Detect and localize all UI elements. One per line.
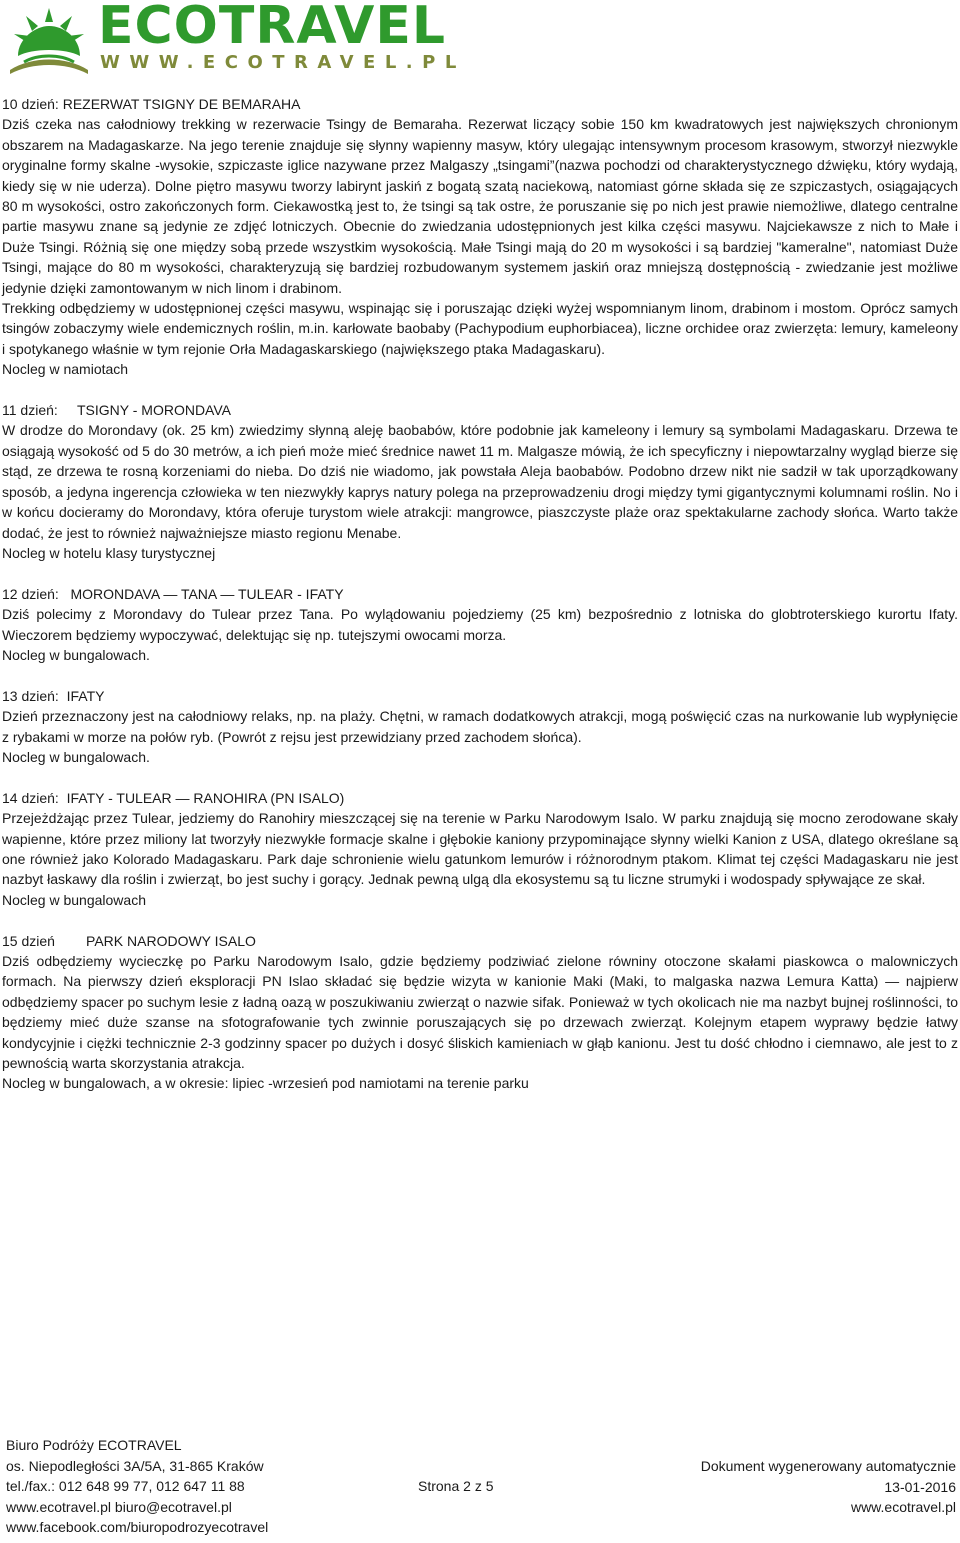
- day-title: 13 dzień: IFATY: [2, 687, 105, 704]
- page-header: [0, 0, 960, 80]
- document-meta: [701, 1456, 956, 1518]
- day-paragraph: Dziś odbędziemy wycieczkę po Parku Narodowym Isalo, gdzie będziemy podziwiać zielone równiny otoczone skałami piaskowca o malowniczych formach. Na pierwszy dzień eksploracji PN Islao składać się będzie wizyta w kanionie Maki (Maki, to malgaska nazwa Lemura Katta) — najpierw odbędziemy spacer po suchym lesie z ładną oazą w poszukiwaniu zwierząt o nazwie sifak. Ponieważ w tych okolicach nie ma nazbyt bujnej roślinności, to będziemy mieć duże szanse na sfotografowanie tych zwinnie poruszających się po drzewach zwierząt. Kolejnym etapem wyprawy będzie łatwy kondycyjnie i ciężki technicznie 2-3 godzinny spacer po dużych i dosyć śliskich kamieniach w głąb kanionu. Jest tu dość chłodno i ciemnawo, ale jest to z pewnością warta skorzystania atrakcja.: [2, 952, 958, 1072]
- document-date: 13-01-2016: [884, 1478, 956, 1495]
- day-12-section: [2, 584, 958, 666]
- page-footer: [6, 1435, 956, 1535]
- brand-name: ECOTRAVEL: [98, 0, 447, 56]
- accommodation-note: Nocleg w bungalowach, a w okresie: lipiec -wrzesień pod namiotami na terenie parku: [2, 1075, 529, 1092]
- day-title: 15 dzień PARK NARODOWY ISALO: [2, 932, 256, 949]
- day-paragraph: Przejeżdżając przez Tulear, jedziemy do Ranohiry mieszczącej się na terenie w Parku Narodowym Isalo. W parku znajdują się mocno zerodowane skały wapienne, które przez miliony lat tworzyły niezwykłe formacje skalne i głębokie kaniony przypominające słynny wielki Kanion z USA, dlatego określane są one również jako Kolorado Madagaskaru. Park daje schronienie wielu gatunkom lemurów i różnorodnym ptakom. Klimat tej części Madagaskaru nie jest nazbyt łaskawy dla roślin i zwierząt, bo jest suchy i gorący. Jednak pewną ulgą dla ekosystemu są tu liczne strumyki i wodospady spływające ze skał.: [2, 810, 958, 888]
- day-paragraph: Trekking odbędziemy w udostępnionej części masywu, wspinając się i poruszając dzięki wyżej wspomnianym linom, drabinom i mostom. Oprócz samych tsingów zobaczymy wiele endemicznych roślin, m.in. karłowate baobaby (Pachypodium euphorbiacea), liczne orchidee oraz zwierzęta: lemury, kameleony i spotykanego właśnie w tym rejonie Orła Madagaskarskiego (największego ptaka Madagaskaru).: [2, 300, 958, 357]
- accommodation-note: Nocleg w bungalowach.: [2, 748, 150, 765]
- day-paragraph: Dzień przeznaczony jest na całodniowy relaks, np. na plaży. Chętni, w ramach dodatkowych atrakcji, mogą poświęcić czas na nurkowanie lub wypłynięcie z rybakami w morze na połów ryb. (Powrót z rejsu jest przewidziany przed zachodem słońca).: [2, 708, 958, 745]
- day-paragraph: Dziś polecimy z Morondavy do Tulear przez Tana. Po wylądowaniu pojedziemy (25 km) bezpośrednio z lotniska do globtroterskiego kurortu Ifaty. Wieczorem będziemy wypoczywać, delektując się np. tutejszymi owocami morza.: [2, 606, 958, 643]
- company-info: [6, 1435, 386, 1538]
- itinerary-content: [2, 94, 958, 1114]
- day-paragraph: Dziś czeka nas całodniowy trekking w rezerwacie Tsingy de Bemaraha. Rezerwat liczący sobie 150 km kwadratowych jest największych chronionym obszarem na Madagaskarze. Na jego terenie znajduje się słynny wapienny masyw, który ulegając intensywnym procesom krasowym, stworzył niezwykle oryginalne formy skalne -wysokie, szpiczaste iglice nazywane przez Malgaszy „tsingami”(nazwa pochodzi od charakterystycznego dźwięku, który wydają, kiedy się w nie uderza). Dolne piętro masywu tworzy labirynt jaskiń z bogatą szatą naciekową, natomiast górne składa się ze szpiczastych, osiągających 80 m wysokości, ostro zakończonych form. Ciekawostką jest to, że tsingi są tak ostre, że poruszanie się po nich jest prawie niemożliwe, dlatego centralne partie masywu znane są jedynie ze zdjęć lotniczych. Obecnie do zwiedzania udostępnionych jest kilka części masywu. Najciekawsze z nich to Małe i Duże Tsingi. Różnią się one między sobą przede wszystkim wysokością. Małe Tsingi mają do 20 m wysokości i są bardziej "kameralne", natomiast Duże Tsingi, mające do 80 m wysokości, charakteryzują się bardziej rozbudowanym systemem jaskiń oraz mniejszą dostępnością - zwiedzanie jest możliwe jedynie dzięki zamontowanym w nich linom i drabinom.: [2, 116, 958, 296]
- website-link[interactable]: www.ecotravel.pl: [850, 1499, 956, 1516]
- day-title: 10 dzień: REZERWAT TSIGNY DE BEMARAHA: [2, 96, 301, 112]
- page-number: Strona 2 z 5: [418, 1478, 494, 1494]
- day-paragraph: W drodze do Morondavy (ok. 25 km) zwiedzimy słynną aleję baobabów, które podobnie jak kameleony i lemury są symbolami Madagaskaru. Drzewa te osiągają wysokość od 5 do 30 metrów, a ich pień może mieć średnice nawet 11 m. Malgasze mówią, że ich specyficzny i niepowtarzalny wygląd bierze się stąd, ze drzewa te rosną korzeniami do nieba. Do dziś nie wiadomo, jak powstała Aleja baobabów. Podobno drzew nikt nie sadził w tak uporządkowany sposób, a jedyna ingerencja człowieka w ten niezwykły kaprys natury polega na przeprowadzeniu drogi między tymi gigantycznymi kolumnami roślin. No i w końcu docieramy do Morondavy, która oferuje turystom wiele atrakcji: mangrowce, piaszczyste plaże oraz spektakularne zachody słońca. Warto także dodać, że jest to również najważniejsze miasto regionu Menabe.: [2, 422, 958, 541]
- day-title: 12 dzień: MORONDAVA — TANA — TULEAR - IFATY: [2, 585, 344, 602]
- day-13-section: [2, 686, 958, 768]
- ecotravel-logo[interactable]: [6, 0, 476, 76]
- facebook-link[interactable]: www.facebook.com/biuropodrozyecotravel: [6, 1519, 269, 1536]
- day-title: 14 dzień: IFATY - TULEAR — RANOHIRA (PN ISALO): [2, 789, 345, 806]
- accommodation-note: Nocleg w bungalowach: [2, 891, 146, 908]
- day-11-section: [2, 400, 958, 563]
- company-address: os. Niepodległości 3A/5A, 31-865 Kraków: [6, 1457, 264, 1474]
- day-15-section: [2, 931, 958, 1094]
- company-phone: tel./fax.: 012 648 99 77, 012 647 11 88: [6, 1478, 245, 1495]
- accommodation-note: Nocleg w bungalowach.: [2, 646, 150, 663]
- accommodation-note: Nocleg w namiotach: [2, 361, 129, 378]
- brand-url: WWW.ECOTRAVEL.PL: [100, 52, 466, 73]
- day-10-section: [2, 94, 958, 380]
- accommodation-note: Nocleg w hotelu klasy turystycznej: [2, 544, 216, 561]
- day-title: 11 dzień: TSIGNY - MORONDAVA: [2, 402, 231, 419]
- company-web-email[interactable]: www.ecotravel.pl biuro@ecotravel.pl: [6, 1498, 232, 1515]
- day-14-section: [2, 788, 958, 910]
- sun-leaf-logo-icon: [6, 4, 92, 76]
- company-name: Biuro Podróży ECOTRAVEL: [6, 1437, 182, 1453]
- generated-note: Dokument wygenerowany automatycznie: [700, 1458, 956, 1474]
